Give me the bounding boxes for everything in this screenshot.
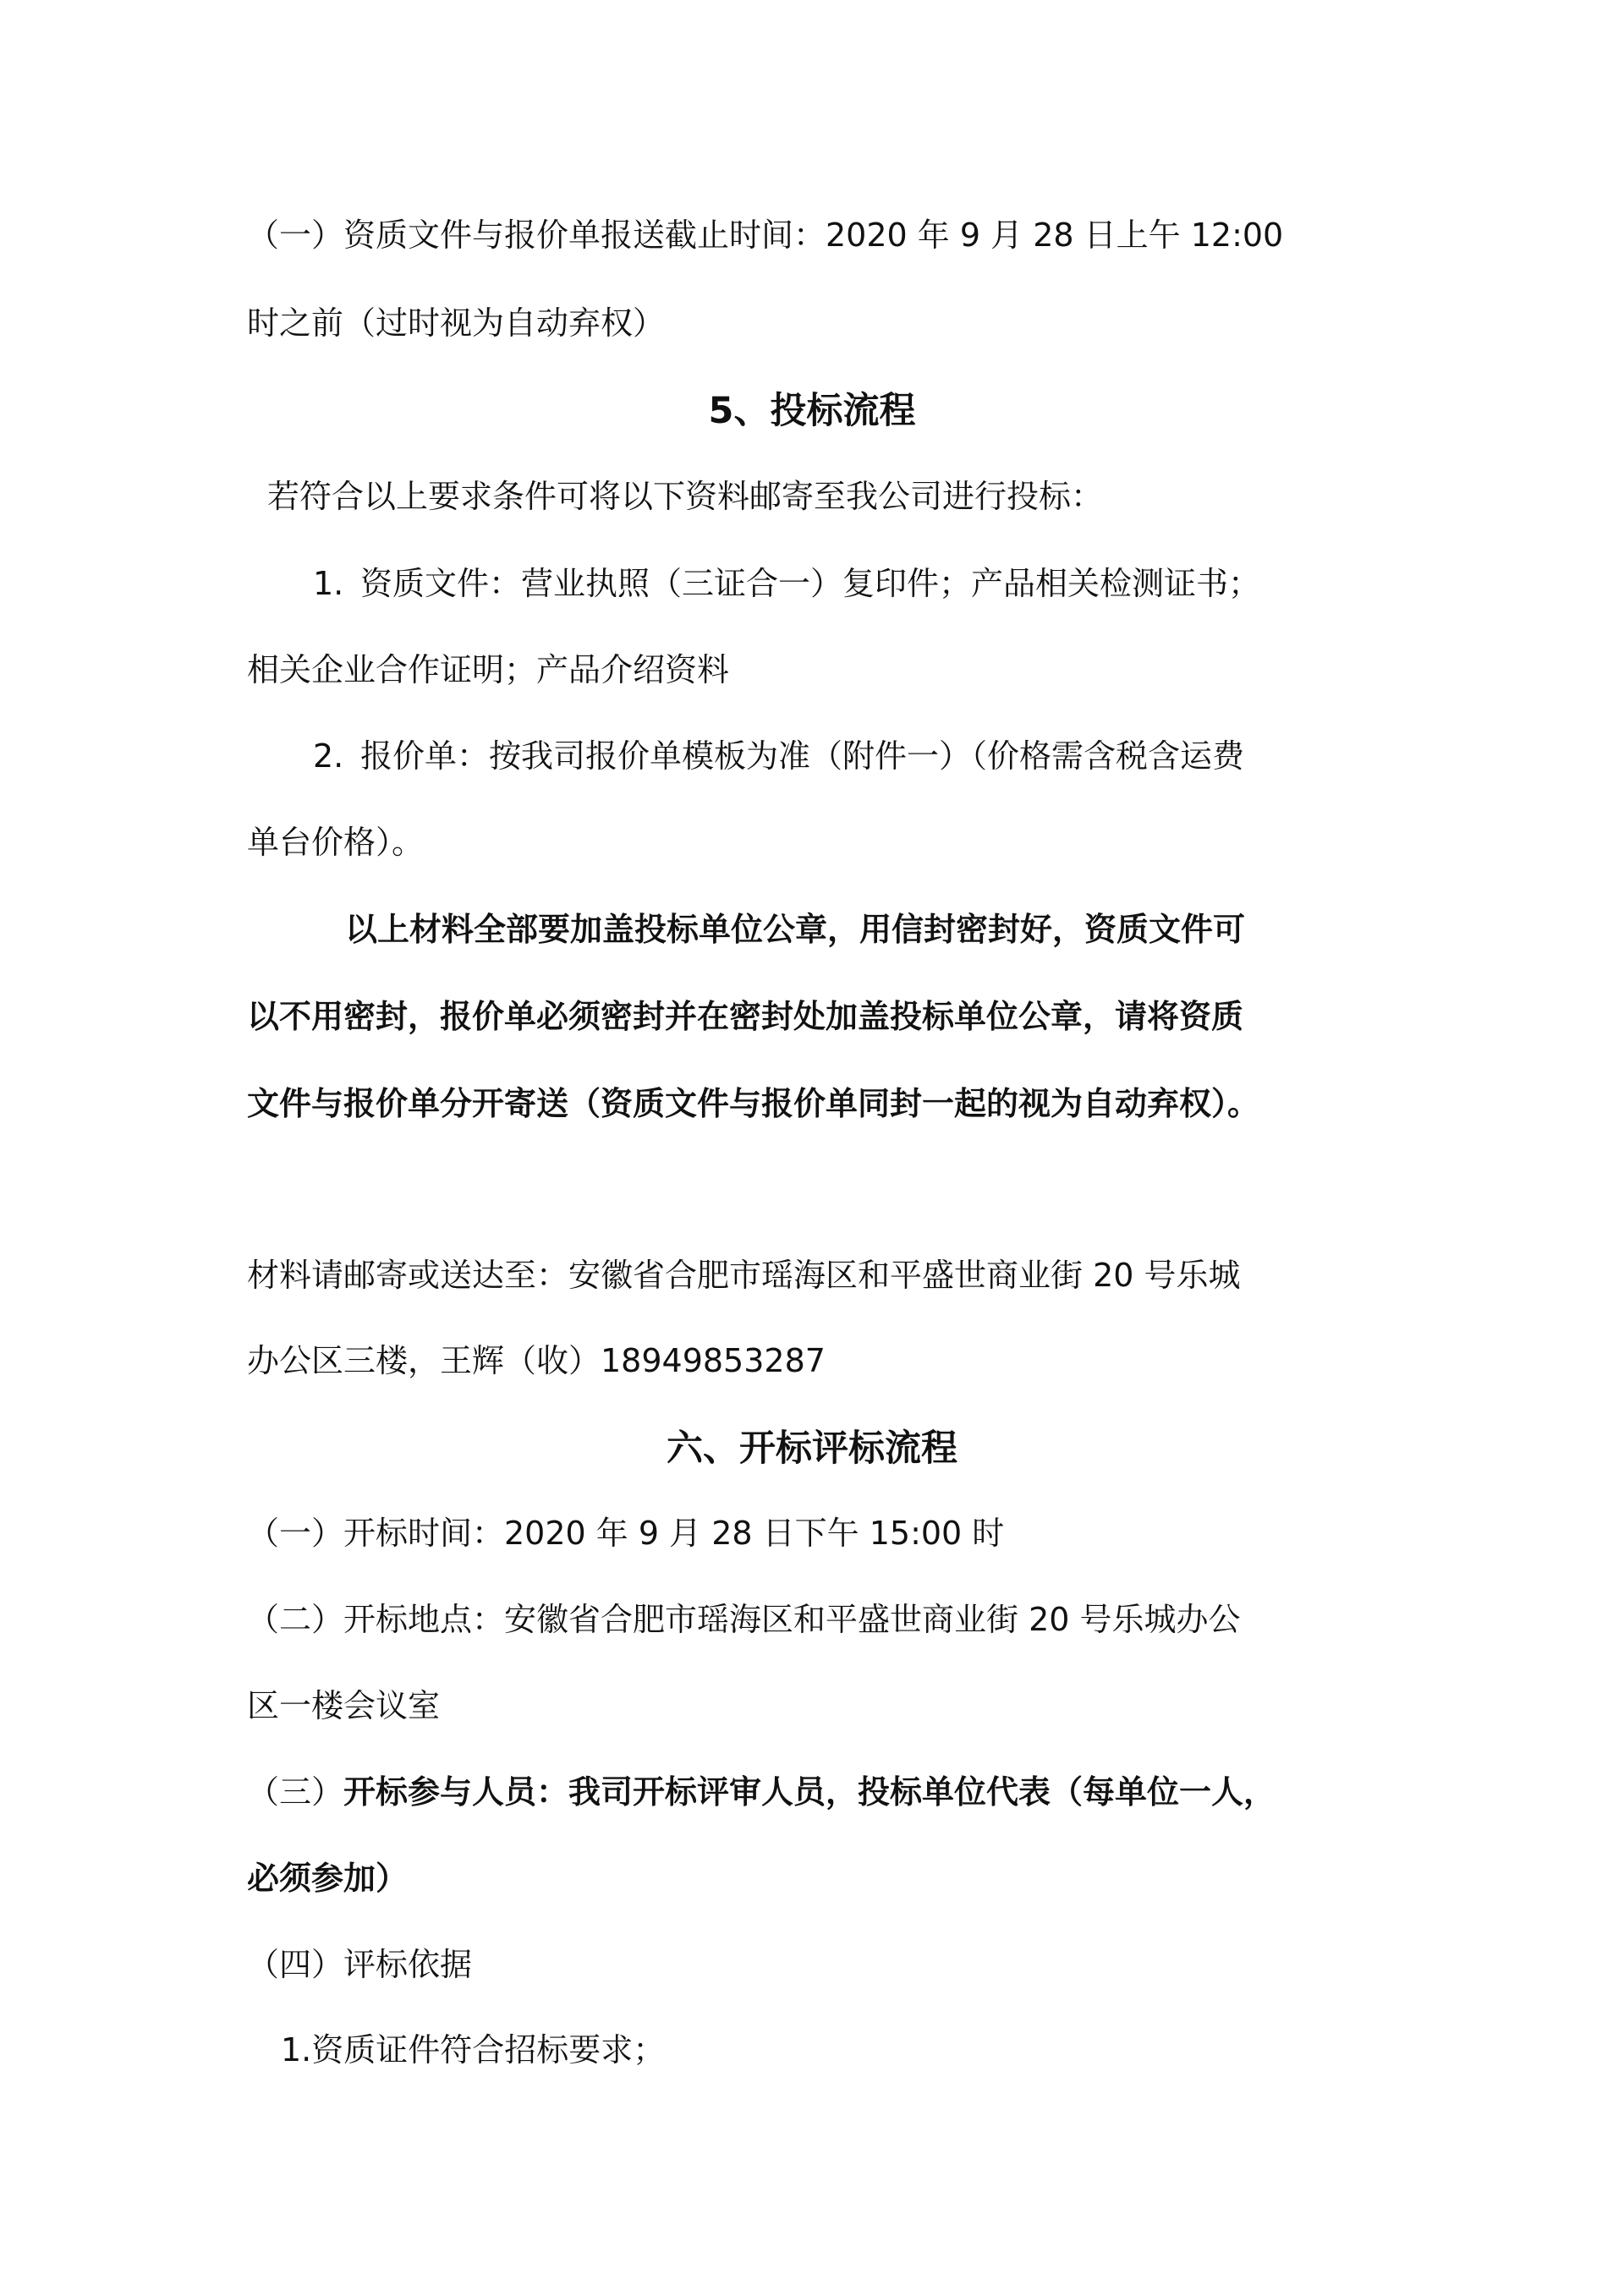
list-item-1-number: 1.	[313, 565, 344, 602]
section-heading-bidding-process: 5、投标流程	[708, 390, 916, 432]
bidding-intro: 若符合以上要求条件可将以下资料邮寄至我公司进行投标：	[267, 478, 1104, 515]
opening-time: （一）开标时间：2020 年 9 月 28 日下午 15:00 时	[247, 1515, 1005, 1552]
participants-line-2: 必须参加）	[247, 1860, 409, 1897]
participants-line-1	[247, 1770, 1380, 1814]
address-line-1: 材料请邮寄或送达至：安徽省合肥市瑶海区和平盛世商业街 20 号乐城	[247, 1257, 1241, 1294]
section-heading-opening-evaluation: 六、开标评标流程	[667, 1427, 957, 1470]
list-item-2-line-2: 单台价格）。	[247, 824, 425, 861]
notice-line-2: 以不用密封，报价单必须密封并在密封处加盖投标单位公章，请将资质	[247, 998, 1244, 1035]
notice-line-3: 文件与报价单分开寄送（资质文件与报价单同封一起的视为自动弃权）。	[247, 1085, 1260, 1122]
list-item-2-line-1	[313, 734, 1446, 778]
participants-prefix: （三）	[247, 1773, 344, 1811]
list-item-2-number: 2.	[313, 737, 344, 775]
evaluation-basis: （四）评标依据	[247, 1946, 473, 1983]
deadline-line-1: （一）资质文件与报价单报送截止时间：2020 年 9 月 28 日上午 12:00	[247, 216, 1284, 254]
opening-location-line-1: （二）开标地点：安徽省合肥市瑶海区和平盛世商业街 20 号乐城办公	[247, 1601, 1241, 1638]
list-item-2-text: 报价单：按我司报价单模板为准（附件一）（价格需含税含运费	[360, 737, 1245, 775]
list-item-1-text: 资质文件：营业执照（三证合一）复印件；产品相关检测证书；	[360, 565, 1261, 602]
participants-text: 开标参与人员：我司开标评审人员，投标单位代表（每单位一人，	[343, 1773, 1276, 1811]
evaluation-criterion-1: 1.资质证件符合招标要求；	[281, 2031, 666, 2069]
opening-location-line-2: 区一楼会议室	[247, 1687, 441, 1724]
list-item-1-line-2: 相关企业合作证明；产品介绍资料	[247, 651, 730, 688]
address-line-2: 办公区三楼，王辉（收）18949853287	[247, 1342, 826, 1379]
deadline-line-2: 时之前（过时视为自动弃权）	[247, 304, 666, 342]
notice-line-1: 以上材料全部要加盖投标单位公章，用信封密封好，资质文件可	[345, 911, 1246, 948]
list-item-1-line-1	[313, 562, 1446, 606]
